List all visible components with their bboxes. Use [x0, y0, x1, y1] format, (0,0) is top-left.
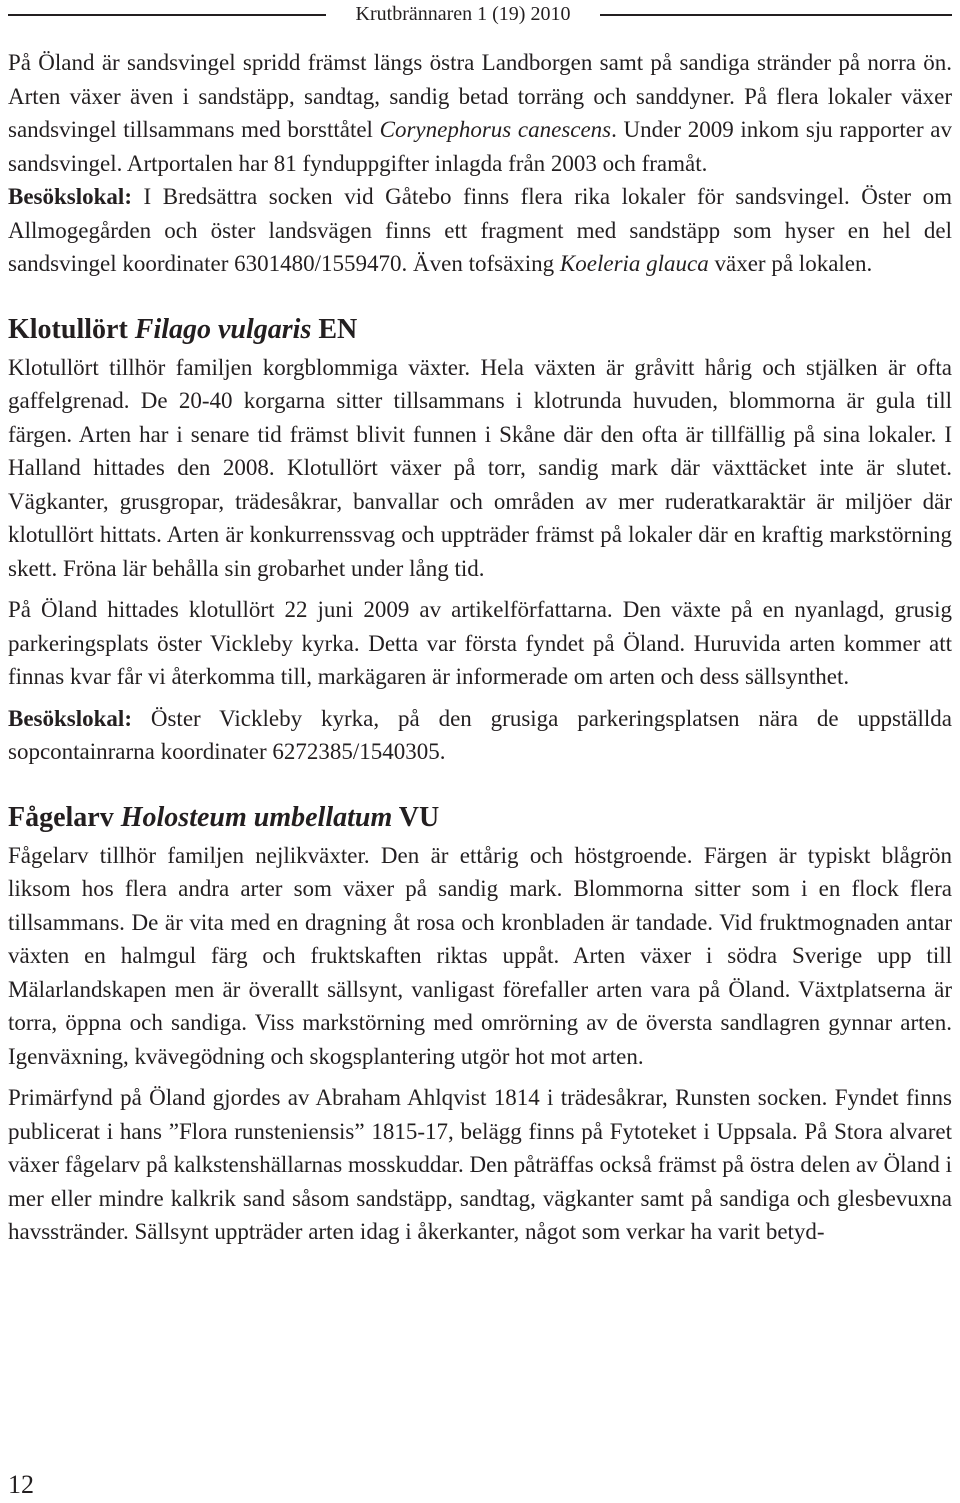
header-rule-left	[8, 14, 326, 16]
intro-text-a: På Öland är sandsvingel spridd främst längs östra Landborgen samt på sandiga stränder på norra ön. Arten växer även i sandstäpp, sandtag, sandig betad torräng och sanddyner. På flera lokaler växer sandsvingel tillsammans med borsttåtel	[8, 50, 952, 142]
klotullort-description: Klotullört tillhör familjen korgblommiga växter. Hela växten är gråvitt hårig och stjälken är ofta gaffelgrenad. De 20-40 korgarna sitter tillsammans i klotrunda huvuden, blommorna är gula till färgen. Arten har i senare tid främst blivit funnen i Skåne där den ofta är tillfällig på sina lokaler. I Halland hittades den 2008. Klotullört växer på torr, sandig mark där växttäcket inte är slutet. Vägkanter, grusgropar, trädesåkrar, banvallar och områden av mer ruderatkaraktär är miljöer där klotullört hittats. Arten är konkurrenssvag och uppträder främst på lokaler där en kraftig markstörning skett. Fröna lär behålla sin grobarhet under lång tid.	[8, 354, 952, 581]
header-rule-right	[600, 14, 952, 16]
article-body	[8, 46, 952, 1249]
klotullort-visit-text: Öster Vickleby kyrka, på den grusiga parkeringsplatsen nära de uppställda sopcontainrarna koordinater 6272385/1540305.	[8, 705, 952, 764]
klotullort-visit-paragraph	[8, 702, 952, 769]
intro-text-b: . Under 2009 inkom sju rapporter av sandsvingel. Artportalen har 81 fynduppgifter inlagda från 2003 och framåt.	[8, 117, 952, 176]
intro-visit-latin-name: Koeleria glauca	[559, 251, 709, 276]
intro-visit-paragraph	[8, 180, 952, 281]
visit-label: Besökslokal:	[8, 705, 132, 731]
intro-visit-text-a: I Bredsättra socken vid Gåtebo finns flera rika lokaler för sandsvingel. Öster om Allmogegården och öster landsvägen finns ett fragment med sandstäpp som hyser en hel del sandsvingel koordinater 6301480/1559470. Även tofsäxing	[8, 184, 952, 276]
redlist-status: VU	[398, 801, 440, 833]
intro-paragraph	[8, 46, 952, 180]
fagelarv-history-paragraph: Primärfynd på Öland gjordes av Abraham Ahlqvist 1814 i trädesåkrar, Runsten socken. Fyndet finns publicerat i hans ”Flora runsteniensis” 1815-17, belägg finns på Fytoteket i Uppsala. På Stora alvaret växer fågelarv på kalkstenshällarnas mosskuddar. Den påträffas också främst på östra delen av Öland i mer eller mindre kalkrik sand såsom sandstäpp, sandtag, vägkanter samt på sandiga och glesbevuxna havsstränder. Sällsynt uppträder arten idag i åkerkanter, något som verkar ha varit betyd-	[8, 1085, 952, 1244]
running-title: Krutbrännaren 1 (19) 2010	[355, 3, 571, 25]
species-latin-name: Holosteum umbellatum	[120, 801, 393, 833]
running-header	[0, 0, 960, 28]
species-name: Klotullört	[8, 313, 128, 345]
species-heading-klotullort	[8, 313, 952, 351]
species-name: Fågelarv	[8, 801, 114, 833]
intro-visit-text-b: växer på lokalen.	[708, 251, 873, 276]
species-heading-fagelarv	[8, 801, 952, 839]
species-latin-name: Filago vulgaris	[134, 313, 312, 345]
redlist-status: EN	[318, 313, 358, 345]
intro-latin-name: Corynephorus canescens	[379, 117, 612, 142]
visit-label: Besökslokal:	[8, 184, 132, 209]
page-number: 12	[8, 1470, 34, 1499]
fagelarv-description: Fågelarv tillhör familjen nejlikväxter. Den är ettårig och höstgroende. Färgen är typiskt blågrön liksom hos flera andra arter som växer på sandig mark. Blommorna sitter som i en flock flera tillsammans. De är vita med en dragning åt rosa och kronbladen är tandade. Vid fruktmognaden antar växten en halmgul färg och fruktskaften riktas uppåt. Arten växer i södra Sverige upp till Mälarlandskapen men är överallt sällsynt, vanligast förefaller arten vara på Öland. Växtplatserna är torra, öppna och sandiga. Viss markstörning med omrörning av de översta sandlagren gynnar arten. Igenväxning, kvävegödning och skogsplantering utgör hot mot arten.	[8, 842, 952, 1069]
klotullort-oland-paragraph: På Öland hittades klotullört 22 juni 2009 av artikelförfattarna. Den växte på en nyanlagd, grusig parkeringsplats öster Vickleby kyrka. Detta var första fyndet på Öland. Huruvida arten kommer att finnas kvar får vi återkomma till, markägaren är informerade om arten och dess sällsynthet.	[8, 597, 952, 689]
